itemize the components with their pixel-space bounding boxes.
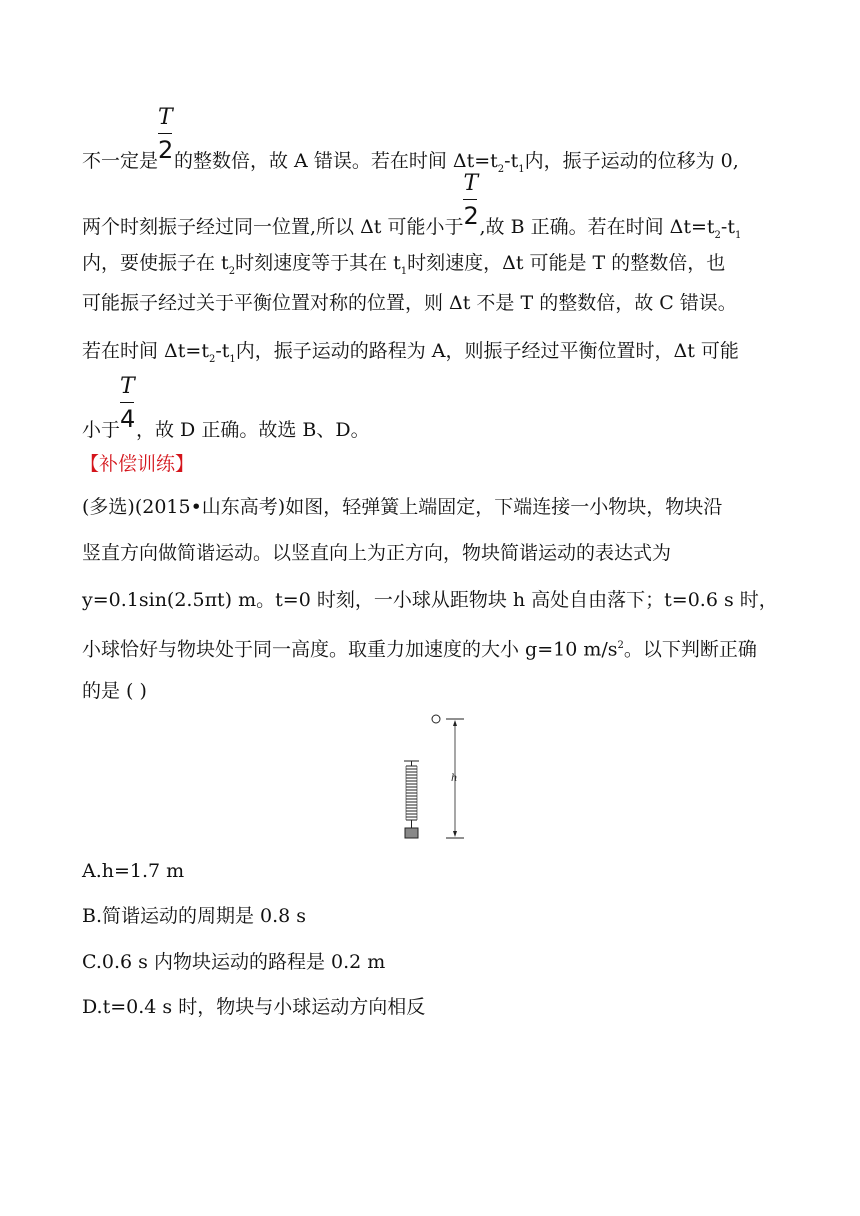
text: 若在时间 Δt=t [82, 340, 209, 362]
answer-line-1 [82, 105, 739, 181]
text: -t [720, 216, 735, 238]
subscript: 2 [228, 265, 236, 277]
fraction-numerator: T [158, 105, 173, 130]
ball [432, 715, 440, 723]
answer-line-5 [82, 340, 739, 371]
text: 。以下判断正确 [623, 638, 757, 661]
answer-line-3 [82, 252, 725, 283]
option-a: A.h=1.7 m [82, 860, 185, 882]
fraction-numerator: T [463, 171, 479, 196]
option-d: D.t=0.4 s 时，物块与小球运动方向相反 [82, 996, 426, 1018]
arrow-up [453, 720, 457, 726]
fraction-denominator: 2 [158, 136, 174, 164]
superscript: 2 [617, 640, 624, 651]
answer-line-2 [82, 171, 742, 247]
text: 可能振子经过关于平衡位置对称的位置，则 Δt 不是 T 的整数倍，故 C 错误。 [82, 292, 737, 314]
question-line-1: (多选)(2015•山东高考)如图，轻弹簧上端固定，下端连接一小物块，物块沿 [82, 496, 723, 518]
text: 时刻速度，Δt 可能是 T 的整数倍，也 [407, 252, 726, 274]
question-line-2: 竖直方向做简谐运动。以竖直向上为正方向，物块简谐运动的表达式为 [82, 542, 672, 564]
subscript: 2 [208, 353, 216, 365]
fraction-t-over-4 [120, 374, 136, 436]
text: 小于 [82, 419, 121, 441]
fraction-t-over-2 [158, 105, 174, 167]
text: 内，振子运动的位移为 0, [524, 150, 739, 172]
arrow-down [453, 831, 457, 837]
text: 不一定是 [82, 150, 159, 172]
text: 内，振子运动的路程为 A，则振子经过平衡位置时，Δt 可能 [235, 340, 739, 362]
text: 时刻速度等于其在 t [235, 252, 401, 274]
text: 的整数倍，故 A 错误。若在时间 Δt=t [174, 150, 498, 172]
h-label: h [451, 773, 458, 784]
spring [406, 766, 417, 820]
text: ，故 D 正确。故选 B、D。 [136, 419, 370, 441]
text: 小球恰好与物块处于同一高度。取重力加速度的大小 g=10 m/s [82, 638, 618, 661]
subscript: 1 [229, 353, 236, 365]
answer-line-4 [82, 292, 737, 314]
text: -t [504, 150, 519, 172]
text: 两个时刻振子经过同一位置,所以 Δt 可能小于 [82, 216, 464, 238]
fraction-denominator: 4 [120, 405, 136, 433]
option-b: B.简谐运动的周期是 0.8 s [82, 905, 307, 927]
question-line-4 [82, 635, 757, 660]
block [405, 828, 418, 838]
text: -t [215, 340, 230, 362]
subscript: 1 [400, 265, 408, 277]
subscript: 2 [497, 163, 505, 175]
fraction-numerator: T [120, 374, 135, 399]
fraction-t-over-2 [463, 171, 479, 233]
text: 内，要使振子在 t [82, 252, 229, 274]
subscript: 1 [734, 229, 742, 241]
subscript: 2 [714, 229, 721, 241]
question-line-5: 的是 ( ) [82, 680, 147, 702]
subscript: 1 [518, 163, 525, 175]
text: ,故 B 正确。若在时间 Δt=t [479, 216, 715, 238]
section-heading: 【补偿训练】 [80, 453, 195, 475]
option-c: C.0.6 s 内物块运动的路程是 0.2 m [82, 951, 386, 973]
question-line-3: y=0.1sin(2.5πt) m。t=0 时刻，一小球从距物块 h 高处自由落下；t=0.6 s 时， [82, 589, 778, 611]
spring-ball-figure [390, 708, 510, 848]
fraction-denominator: 2 [463, 202, 479, 230]
answer-line-6 [82, 374, 370, 441]
